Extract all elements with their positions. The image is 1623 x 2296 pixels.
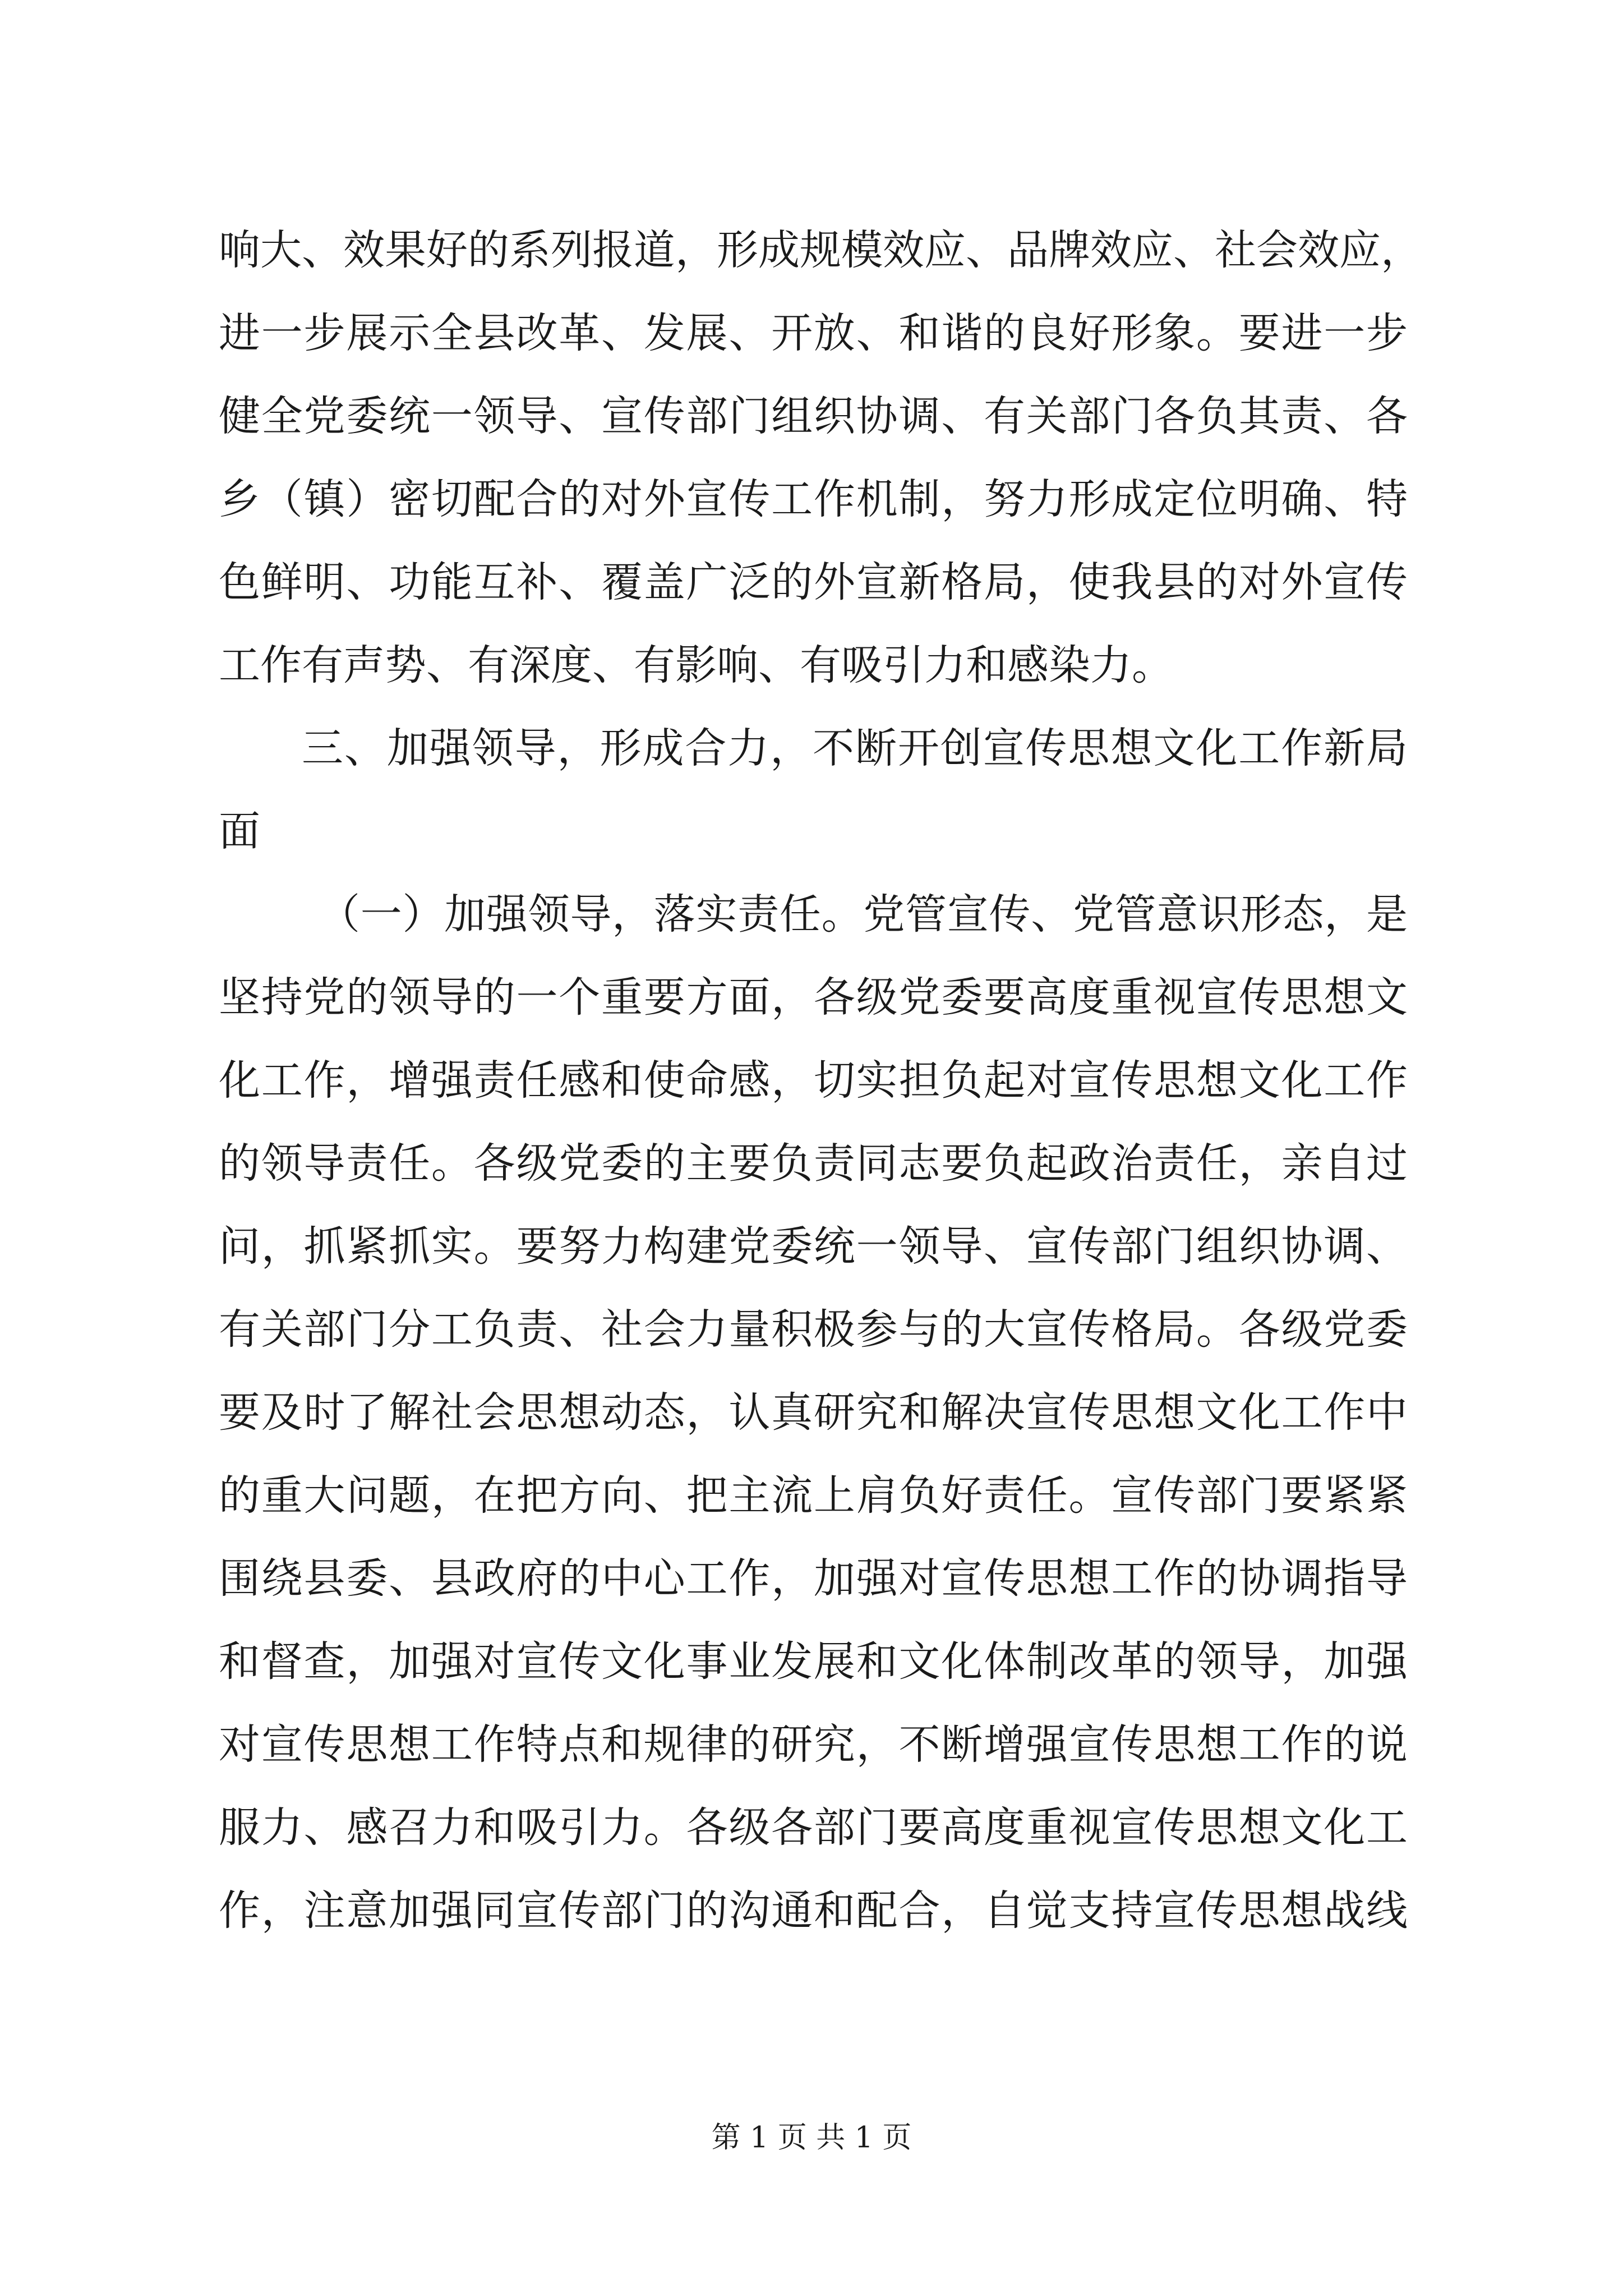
- body-text-line: 和督查，加强对宣传文化事业发展和文化体制改革的领导，加强: [219, 1637, 1408, 1686]
- body-text-line: 对宣传思想工作特点和规律的研究，不断增强宣传思想工作的说: [219, 1720, 1408, 1769]
- body-text-line: 的领导责任。各级党委的主要负责同志要负起政治责任，亲自过: [219, 1139, 1408, 1188]
- section-heading-continued: 面: [219, 807, 260, 855]
- body-text-line: 化工作，增强责任感和使命感，切实担负起对宣传思想文化工作: [219, 1056, 1408, 1105]
- body-text-line: 问，抓紧抓实。要努力构建党委统一领导、宣传部门组织协调、: [219, 1222, 1408, 1271]
- body-text-line: 有关部门分工负责、社会力量积极参与的大宣传格局。各级党委: [219, 1305, 1408, 1354]
- body-text-line: 色鲜明、功能互补、覆盖广泛的外宣新格局，使我县的对外宣传: [219, 558, 1408, 606]
- document-body: [219, 209, 1422, 1952]
- body-text-line: 响大、效果好的系列报道，形成规模效应、品牌效应、社会效应，: [219, 226, 1422, 274]
- body-text-line: 作，注意加强同宣传部门的沟通和配合，自觉支持宣传思想战线: [219, 1887, 1408, 1935]
- body-text-line: 围绕县委、县政府的中心工作，加强对宣传思想工作的协调指导: [219, 1554, 1408, 1603]
- subsection-heading-line: （一）加强领导，落实责任。党管宣传、党管意识形态，是: [319, 890, 1408, 938]
- body-text-line: 工作有声势、有深度、有影响、有吸引力和感染力。: [219, 641, 1173, 689]
- body-text-line: 要及时了解社会思想动态，认真研究和解决宣传思想文化工作中: [219, 1388, 1408, 1437]
- body-text-line: 乡（镇）密切配合的对外宣传工作机制，努力形成定位明确、特: [219, 475, 1408, 523]
- body-text-line: 服力、感召力和吸引力。各级各部门要高度重视宣传思想文化工: [219, 1803, 1408, 1852]
- page-number-footer: 第 1 页 共 1 页: [711, 2121, 912, 2155]
- body-text-line: 的重大问题，在把方向、把主流上肩负好责任。宣传部门要紧紧: [219, 1471, 1408, 1520]
- body-text-line: 进一步展示全县改革、发展、开放、和谐的良好形象。要进一步: [219, 309, 1408, 357]
- body-text-line: 坚持党的领导的一个重要方面，各级党委要高度重视宣传思想文: [219, 973, 1408, 1022]
- section-heading: 三、加强领导，形成合力，不断开创宣传思想文化工作新局: [302, 724, 1408, 772]
- body-text-line: 健全党委统一领导、宣传部门组织协调、有关部门各负其责、各: [219, 392, 1408, 440]
